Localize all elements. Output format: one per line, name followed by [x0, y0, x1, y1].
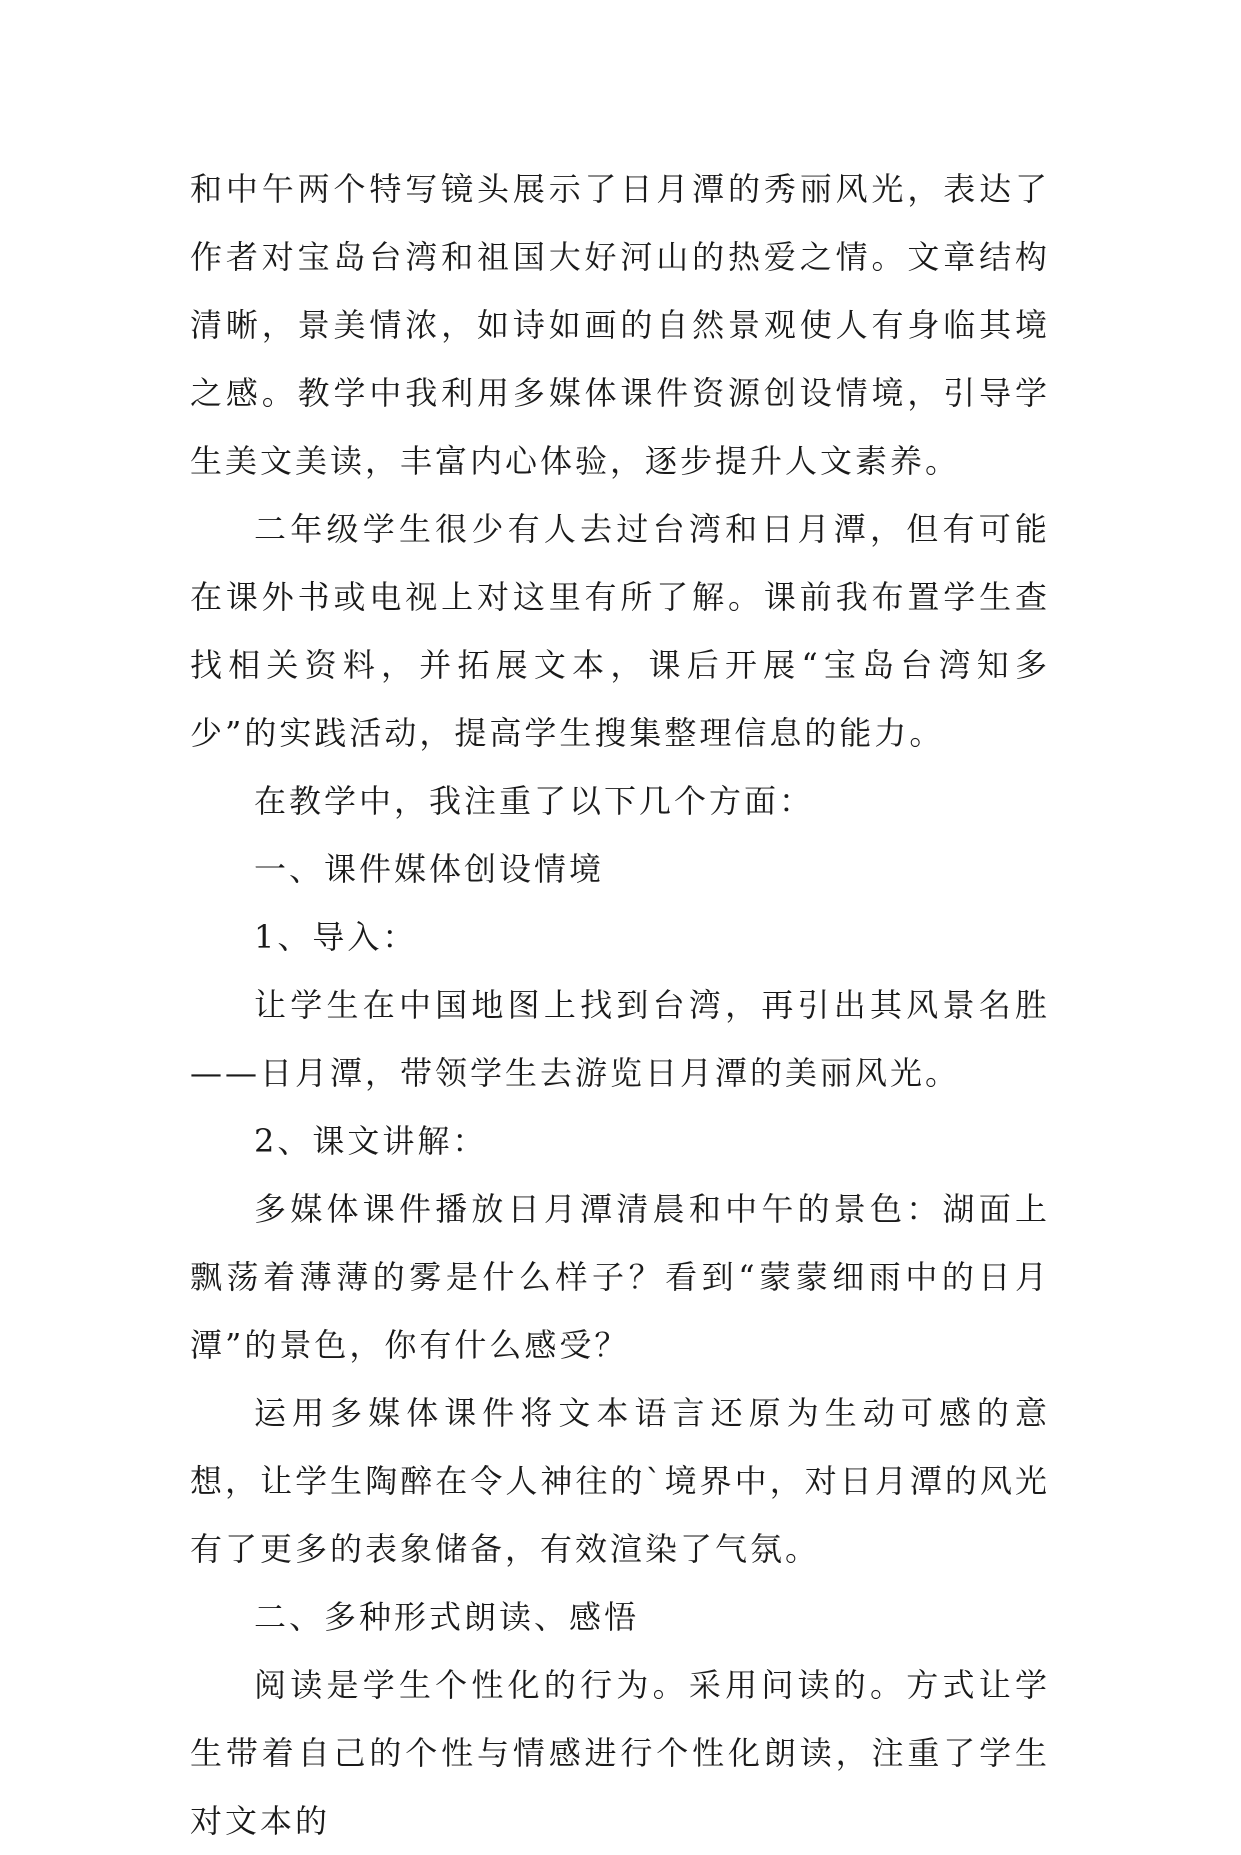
paragraph-6: 运用多媒体课件将文本语言还原为生动可感的意想，让学生陶醉在令人神往的`境界中，对日月潭的风光有了更多的表象储备，有效渲染了气氛。 — [190, 1394, 1050, 1568]
paragraph-3: 在教学中，我注重了以下几个方面： — [254, 782, 815, 820]
paragraph-5: 多媒体课件播放日月潭清晨和中午的景色：湖面上飘荡着薄薄的雾是什么样子？看到“蒙蒙细雨中的日月潭”的景色，你有什么感受？ — [190, 1190, 1050, 1364]
subheading-intro: 1、导入： — [254, 918, 418, 956]
section-heading-1: 一、课件媒体创设情境 — [254, 850, 605, 888]
paragraph-4: 让学生在中国地图上找到台湾，再引出其风景名胜——日月潭，带领学生去游览日月潭的美丽风光。 — [190, 986, 1050, 1092]
paragraph-7: 阅读是学生个性化的行为。采用问读的。方式让学生带着自己的个性与情感进行个性化朗读，注重了学生对文本的 — [190, 1666, 1050, 1840]
paragraph-1: 和中午两个特写镜头展示了日月潭的秀丽风光，表达了作者对宝岛台湾和祖国大好河山的热爱之情。文章结构清晰，景美情浓，如诗如画的自然景观使人有身临其境之感。教学中我利用多媒体课件资源创设情境，引导学生美文美读，丰富内心体验，逐步提升人文素养。 — [190, 170, 1050, 480]
paragraph-2: 二年级学生很少有人去过台湾和日月潭，但有可能在课外书或电视上对这里有所了解。课前我布置学生查找相关资料，并拓展文本，课后开展“宝岛台湾知多少”的实践活动，提高学生搜集整理信息的能力。 — [190, 510, 1050, 752]
subheading-lesson: 2、课文讲解： — [254, 1122, 488, 1160]
body-text — [190, 155, 1050, 1855]
section-heading-2: 二、多种形式朗读、感悟 — [254, 1598, 640, 1636]
